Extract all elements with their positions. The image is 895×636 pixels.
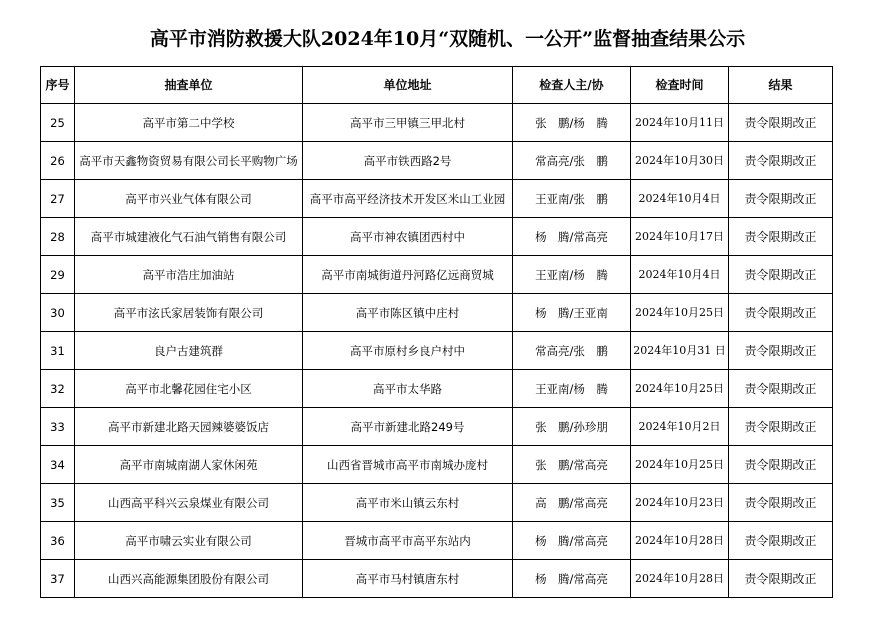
cell-address: 山西省晋城市高平市南城办庞村 — [303, 446, 513, 484]
table-row — [41, 522, 833, 560]
cell-time: 2024年10月4日 — [631, 256, 729, 294]
cell-result: 责令限期改正 — [729, 180, 833, 218]
cell-unit: 高平市城建液化气石油气销售有限公司 — [75, 218, 303, 256]
cell-address: 高平市高平经济技术开发区米山工业园 — [303, 180, 513, 218]
cell-result: 责令限期改正 — [729, 332, 833, 370]
page-title: 高平市消防救援大队2024年10月“双随机、一公开”监督抽查结果公示 — [149, 28, 746, 50]
cell-result: 责令限期改正 — [729, 522, 833, 560]
cell-no: 35 — [41, 484, 75, 522]
cell-no: 36 — [41, 522, 75, 560]
cell-result: 责令限期改正 — [729, 370, 833, 408]
cell-inspectors: 杨 腾/常高亮 — [513, 522, 631, 560]
cell-inspectors: 常高亮/张 鹏 — [513, 332, 631, 370]
cell-result: 责令限期改正 — [729, 142, 833, 180]
cell-address: 高平市神农镇团西村中 — [303, 218, 513, 256]
cell-result: 责令限期改正 — [729, 256, 833, 294]
cell-unit: 山西高平科兴云泉煤业有限公司 — [75, 484, 303, 522]
cell-inspectors: 张 鹏/杨 腾 — [513, 104, 631, 142]
table-row — [41, 560, 833, 598]
cell-time: 2024年10月2日 — [631, 408, 729, 446]
cell-time: 2024年10月23日 — [631, 484, 729, 522]
cell-unit: 高平市浩庄加油站 — [75, 256, 303, 294]
cell-time: 2024年10月17日 — [631, 218, 729, 256]
table-row — [41, 256, 833, 294]
cell-address: 高平市三甲镇三甲北村 — [303, 104, 513, 142]
cell-address: 高平市陈区镇中庄村 — [303, 294, 513, 332]
cell-inspectors: 杨 腾/王亚南 — [513, 294, 631, 332]
cell-inspectors: 王亚南/杨 腾 — [513, 370, 631, 408]
cell-address: 晋城市高平市高平东站内 — [303, 522, 513, 560]
cell-address: 高平市米山镇云东村 — [303, 484, 513, 522]
cell-no: 31 — [41, 332, 75, 370]
cell-unit: 高平市第二中学校 — [75, 104, 303, 142]
table-header-row — [41, 67, 833, 104]
header-address: 单位地址 — [303, 67, 513, 104]
cell-inspectors: 王亚南/杨 腾 — [513, 256, 631, 294]
cell-unit: 高平市南城南湖人家休闲苑 — [75, 446, 303, 484]
cell-no: 37 — [41, 560, 75, 598]
cell-no: 27 — [41, 180, 75, 218]
header-unit: 抽查单位 — [75, 67, 303, 104]
table-row — [41, 294, 833, 332]
cell-address: 高平市太华路 — [303, 370, 513, 408]
cell-unit: 山西兴高能源集团股份有限公司 — [75, 560, 303, 598]
cell-inspectors: 张 鹏/常高亮 — [513, 446, 631, 484]
table-row — [41, 332, 833, 370]
results-table — [40, 66, 833, 598]
table-row — [41, 370, 833, 408]
cell-time: 2024年10月28日 — [631, 522, 729, 560]
cell-time: 2024年10月28日 — [631, 560, 729, 598]
cell-time: 2024年10月11日 — [631, 104, 729, 142]
cell-result: 责令限期改正 — [729, 560, 833, 598]
cell-inspectors: 常高亮/张 鹏 — [513, 142, 631, 180]
cell-inspectors: 杨 腾/常高亮 — [513, 560, 631, 598]
cell-address: 高平市铁西路2号 — [303, 142, 513, 180]
cell-inspectors: 张 鹏/孙珍朋 — [513, 408, 631, 446]
cell-inspectors: 王亚南/张 鹏 — [513, 180, 631, 218]
cell-no: 34 — [41, 446, 75, 484]
header-no: 序号 — [41, 67, 75, 104]
cell-unit: 高平市兴业气体有限公司 — [75, 180, 303, 218]
cell-address: 高平市马村镇唐东村 — [303, 560, 513, 598]
table-row — [41, 484, 833, 522]
cell-result: 责令限期改正 — [729, 446, 833, 484]
cell-result: 责令限期改正 — [729, 104, 833, 142]
cell-time: 2024年10月30日 — [631, 142, 729, 180]
cell-unit: 高平市天鑫物资贸易有限公司长平购物广场 — [75, 142, 303, 180]
cell-time: 2024年10月4日 — [631, 180, 729, 218]
table-body — [41, 104, 833, 598]
cell-unit: 高平市泫氏家居装饰有限公司 — [75, 294, 303, 332]
cell-result: 责令限期改正 — [729, 484, 833, 522]
cell-time: 2024年10月31 日 — [631, 332, 729, 370]
table-row — [41, 142, 833, 180]
table-row — [41, 446, 833, 484]
cell-result: 责令限期改正 — [729, 408, 833, 446]
cell-no: 32 — [41, 370, 75, 408]
cell-no: 28 — [41, 218, 75, 256]
cell-address: 高平市原村乡良户村中 — [303, 332, 513, 370]
cell-no: 25 — [41, 104, 75, 142]
cell-no: 29 — [41, 256, 75, 294]
cell-no: 30 — [41, 294, 75, 332]
table-row — [41, 104, 833, 142]
cell-unit: 高平市啸云实业有限公司 — [75, 522, 303, 560]
cell-result: 责令限期改正 — [729, 218, 833, 256]
cell-inspectors: 杨 腾/常高亮 — [513, 218, 631, 256]
cell-time: 2024年10月25日 — [631, 370, 729, 408]
cell-no: 33 — [41, 408, 75, 446]
cell-address: 高平市南城街道丹河路亿远商贸城 — [303, 256, 513, 294]
cell-inspectors: 高 鹏/常高亮 — [513, 484, 631, 522]
cell-unit: 高平市新建北路天园辣婆婆饭店 — [75, 408, 303, 446]
cell-time: 2024年10月25日 — [631, 294, 729, 332]
table-row — [41, 408, 833, 446]
cell-time: 2024年10月25日 — [631, 446, 729, 484]
cell-no: 26 — [41, 142, 75, 180]
header-inspectors: 检查人主/协 — [513, 67, 631, 104]
header-time: 检查时间 — [631, 67, 729, 104]
cell-address: 高平市新建北路249号 — [303, 408, 513, 446]
table-row — [41, 180, 833, 218]
cell-result: 责令限期改正 — [729, 294, 833, 332]
cell-unit: 高平市北馨花园住宅小区 — [75, 370, 303, 408]
header-result: 结果 — [729, 67, 833, 104]
table-row — [41, 218, 833, 256]
cell-unit: 良户古建筑群 — [75, 332, 303, 370]
